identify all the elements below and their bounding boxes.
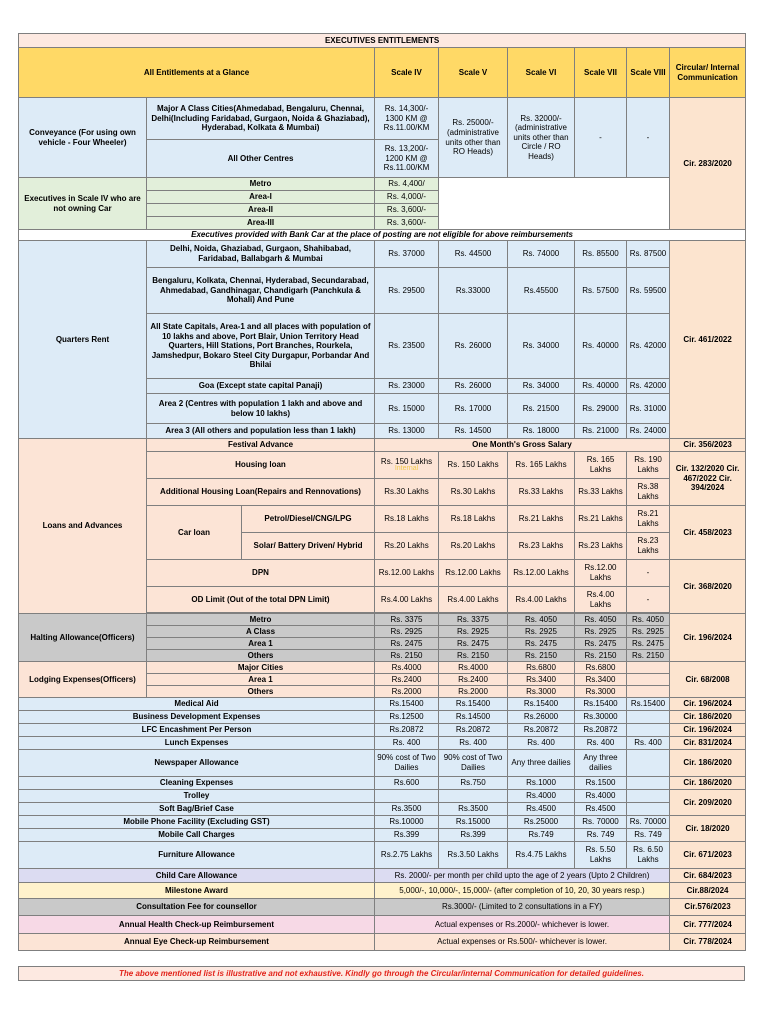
halting-value: Rs. 2925 [508, 626, 575, 638]
misc-value: Rs. 400 [508, 737, 575, 750]
medical-aid-label: Medical Aid [19, 698, 375, 711]
softbag-value: Rs.3500 [439, 803, 508, 816]
quarters-value: Rs. 18000 [508, 424, 575, 439]
misc-value: Rs.15400 [439, 698, 508, 711]
loans-label: Loans and Advances [19, 439, 147, 614]
od-value: Rs.4.00 Lakhs [375, 587, 439, 613]
cleaning-label: Cleaning Expenses [19, 777, 375, 790]
misc-value [627, 711, 670, 724]
quarters-value: Rs. 21500 [508, 394, 575, 424]
mobile-facility-value: Rs. 70000 [575, 816, 627, 829]
quarters-area: All State Capitals, Area-1 and all places with population of 10 lakhs and above, Port Blair, Union Territory Head Quarters, Hill Stations, Port Branches, Rourkela, Jamshedpur, Bokaro Steel City Durgapur, Porbandar And Bhilai [147, 314, 375, 379]
mobile-facility-value: Rs.10000 [375, 816, 439, 829]
cleaning-value: Rs.750 [439, 777, 508, 790]
quarters-value: Rs. 42000 [627, 314, 670, 379]
quarters-value: Rs. 37000 [375, 241, 439, 268]
car-loan-value: Rs.20 Lakhs [375, 533, 439, 560]
car-loan-value: Rs.18 Lakhs [439, 506, 508, 533]
misc-value: Rs. 400 [627, 737, 670, 750]
quarters-value: Rs. 40000 [575, 379, 627, 394]
lodging-value: Rs.6800 [508, 662, 575, 674]
car-loan-value: Rs.20 Lakhs [439, 533, 508, 560]
header-scale-iv: Scale IV [375, 48, 439, 98]
childcare-label: Child Care Allowance [19, 869, 375, 883]
mobile-call-value: Rs. 749 [627, 829, 670, 842]
lfc-circular: Cir. 196/2024 [670, 724, 746, 737]
newspaper-circular: Cir. 186/2020 [670, 750, 746, 777]
nocar-area: Metro [147, 178, 375, 191]
furniture-circular: Cir. 671/2023 [670, 842, 746, 869]
halting-value: Rs. 2150 [439, 650, 508, 662]
housing-value-text: Rs. 150 Lakhs [380, 457, 433, 466]
furniture-value: Rs.4.75 Lakhs [508, 842, 575, 869]
car-loan-value: Rs.23 Lakhs [627, 533, 670, 560]
header-scale-v: Scale V [439, 48, 508, 98]
quarters-label: Quarters Rent [19, 241, 147, 439]
misc-value: Rs.26000 [508, 711, 575, 724]
od-value: Rs.4.00 Lakhs [439, 587, 508, 613]
mobile-call-value: Rs.399 [375, 829, 439, 842]
halting-value: Rs. 2925 [439, 626, 508, 638]
lodging-value: Rs.3000 [508, 686, 575, 698]
cleaning-value: Rs.1000 [508, 777, 575, 790]
housing-value: Rs. 150 Lakhs [439, 452, 508, 479]
header-entitlements: All Entitlements at a Glance [19, 48, 375, 98]
misc-value: Rs. 400 [375, 737, 439, 750]
misc-value: Rs.20872 [508, 724, 575, 737]
halting-circular: Cir. 196/2024 [670, 614, 746, 662]
header-scale-vi: Scale VI [508, 48, 575, 98]
halting-value: Rs. 2150 [375, 650, 439, 662]
halting-value: Rs. 2150 [508, 650, 575, 662]
milestone-label: Milestone Award [19, 883, 375, 899]
softbag-value [627, 803, 670, 816]
halting-label: Halting Allowance(Officers) [19, 614, 147, 662]
mobile-facility-value: Rs.25000 [508, 816, 575, 829]
dpn-circular: Cir. 368/2020 [670, 560, 746, 614]
halting-value: Rs. 3375 [375, 614, 439, 626]
od-value: Rs.4.00 Lakhs [575, 587, 627, 613]
quarters-value: Rs. 87500 [627, 241, 670, 268]
trolley-value [627, 790, 670, 803]
car-loan-value: Rs.23 Lakhs [508, 533, 575, 560]
halting-area: Metro [147, 614, 375, 626]
misc-value: Rs.15400 [575, 698, 627, 711]
misc-value: Rs.14500 [439, 711, 508, 724]
trolley-value [439, 790, 508, 803]
lunch-label: Lunch Expenses [19, 737, 375, 750]
cleaning-value: Rs.600 [375, 777, 439, 790]
quarters-value: Rs. 34000 [508, 379, 575, 394]
halting-value: Rs. 2475 [508, 638, 575, 650]
lodging-value: Rs.4000 [439, 662, 508, 674]
lodging-value: Rs.2000 [439, 686, 508, 698]
header-row [19, 48, 746, 98]
misc-value: Rs.30000 [575, 711, 627, 724]
quarters-value: Rs. 31000 [627, 394, 670, 424]
quarters-value: Rs. 29500 [375, 268, 439, 314]
furniture-value: Rs. 6.50 Lakhs [627, 842, 670, 869]
medical-aid-circular: Cir. 196/2024 [670, 698, 746, 711]
halting-value: Rs. 4050 [508, 614, 575, 626]
trolley-value [375, 790, 439, 803]
page-title: EXECUTIVES ENTITLEMENTS [19, 34, 746, 48]
misc-value: Rs.15400 [375, 698, 439, 711]
footer-note: The above mentioned list is illustrative and not exhaustive. Kindly go through the Circular/internal Communication for detailed guidelines. [18, 966, 745, 981]
quarters-value: Rs. 85500 [575, 241, 627, 268]
quarters-value: Rs. 74000 [508, 241, 575, 268]
mobile-call-value: Rs.749 [508, 829, 575, 842]
misc-row [19, 711, 746, 724]
milestone-circular: Cir.88/2024 [670, 883, 746, 899]
lodging-value: Rs.2400 [375, 674, 439, 686]
cleaning-circular: Cir. 186/2020 [670, 777, 746, 790]
cleaning-row [19, 777, 746, 790]
car-loan-circular: Cir. 458/2023 [670, 506, 746, 560]
nocar-value: Rs. 4,400/ [375, 178, 439, 191]
halting-value: Rs. 2925 [575, 626, 627, 638]
business-dev-circular: Cir. 186/2020 [670, 711, 746, 724]
halting-value: Rs. 2475 [627, 638, 670, 650]
mobile-facility-row [19, 816, 746, 829]
halting-value: Rs. 2475 [375, 638, 439, 650]
lodging-value [627, 662, 670, 674]
mobile-call-value: Rs.399 [439, 829, 508, 842]
car-loan-value: Rs.23 Lakhs [575, 533, 627, 560]
od-value: - [627, 587, 670, 613]
halting-area: Area 1 [147, 638, 375, 650]
car-loan-type: Solar/ Battery Driven/ Hybrid [242, 533, 375, 560]
festival-row [19, 439, 746, 452]
lfc-label: LFC Encashment Per Person [19, 724, 375, 737]
misc-row [19, 737, 746, 750]
quarters-value: Rs. 44500 [439, 241, 508, 268]
quarters-value: Rs. 29000 [575, 394, 627, 424]
softbag-row [19, 803, 746, 816]
mobile-call-row [19, 829, 746, 842]
misc-value: Rs. 400 [575, 737, 627, 750]
lodging-value: Rs.4000 [375, 662, 439, 674]
quarters-value: Rs.45500 [508, 268, 575, 314]
consultation-row [19, 899, 746, 916]
conveyance-other-centres: All Other Centres [147, 140, 375, 178]
mobile-call-label: Mobile Call Charges [19, 829, 375, 842]
conveyance-label: Conveyance (For using own vehicle - Four Wheeler) [19, 98, 147, 178]
dpn-value: Rs.12.00 Lakhs [575, 560, 627, 587]
nocar-value: Rs. 3,600/- [375, 204, 439, 217]
lodging-area: Others [147, 686, 375, 698]
festival-label: Festival Advance [147, 439, 375, 452]
header-scale-viii: Scale VIII [627, 48, 670, 98]
softbag-circular: Cir. 209/2020 [670, 790, 746, 816]
eye-value: Actual expenses or Rs.500/- whichever is lower. [375, 934, 670, 951]
quarters-area: Delhi, Noida, Ghaziabad, Gurgaon, Shahibabad, Faridabad, Ballabgarh & Mumbai [147, 241, 375, 268]
lodging-value [627, 674, 670, 686]
milestone-value: 5,000/-, 10,000/-, 15,000/- (after completion of 10, 20, 30 years resp.) [375, 883, 670, 899]
halting-area: Others [147, 650, 375, 662]
additional-housing-value: Rs.30 Lakhs [439, 479, 508, 506]
consultation-circular: Cir.576/2023 [670, 899, 746, 916]
housing-circular: Cir. 132/2020 Cir. 467/2022 Cir. 394/2024 [670, 452, 746, 506]
lodging-area: Area 1 [147, 674, 375, 686]
misc-value: Rs.20872 [439, 724, 508, 737]
nocar-area: Area-III [147, 217, 375, 230]
consultation-label: Consultation Fee for counsellor [19, 899, 375, 916]
halting-value: Rs. 3375 [439, 614, 508, 626]
additional-housing-label: Additional Housing Loan(Repairs and Rennovations) [147, 479, 375, 506]
quarters-value: Rs. 24000 [627, 424, 670, 439]
misc-row [19, 724, 746, 737]
lodging-circular: Cir. 68/2008 [670, 662, 746, 698]
dpn-value: Rs.12.00 Lakhs [508, 560, 575, 587]
nocar-value: Rs. 4,000/- [375, 191, 439, 204]
conveyance-scale-viii: - [627, 98, 670, 178]
lodging-value: Rs.3000 [575, 686, 627, 698]
additional-housing-value: Rs.33 Lakhs [508, 479, 575, 506]
dpn-value: - [627, 560, 670, 587]
housing-value: Rs. 165 Lakhs [508, 452, 575, 479]
softbag-value: Rs.4500 [508, 803, 575, 816]
lodging-value: Rs.6800 [575, 662, 627, 674]
nocar-value: Rs. 3,600/- [375, 217, 439, 230]
quarters-value: Rs. 57500 [575, 268, 627, 314]
cleaning-value: Rs.1500 [575, 777, 627, 790]
bank-car-note: Executives provided with Bank Car at the place of posting are not eligible for above reimbursements [19, 230, 746, 241]
lodging-label: Lodging Expenses(Officers) [19, 662, 147, 698]
car-loan-value: Rs.18 Lakhs [375, 506, 439, 533]
housing-label: Housing loan [147, 452, 375, 479]
halting-value: Rs. 4050 [627, 614, 670, 626]
lodging-value: Rs.2400 [439, 674, 508, 686]
childcare-row [19, 869, 746, 883]
business-dev-label: Business Development Expenses [19, 711, 375, 724]
mobile-facility-value: Rs.15000 [439, 816, 508, 829]
conveyance-scale-v: Rs. 25000/- (administrative units other than RO Heads) [439, 98, 508, 178]
newspaper-value [627, 750, 670, 777]
halting-value: Rs. 2925 [627, 626, 670, 638]
nocar-blank [439, 178, 670, 230]
eye-circular: Cir. 778/2024 [670, 934, 746, 951]
quarters-area: Area 3 (All others and population less than 1 lakh) [147, 424, 375, 439]
halting-value: Rs. 2150 [575, 650, 627, 662]
quarters-value: Rs. 15000 [375, 394, 439, 424]
entitlements-table [18, 33, 746, 951]
trolley-value: Rs.4000 [508, 790, 575, 803]
halting-value: Rs. 2475 [439, 638, 508, 650]
halting-value: Rs. 4050 [575, 614, 627, 626]
mobile-facility-value: Rs. 70000 [627, 816, 670, 829]
nocar-area: Area-II [147, 204, 375, 217]
softbag-label: Soft Bag/Brief Case [19, 803, 375, 816]
eye-row [19, 934, 746, 951]
conveyance-scale-vi: Rs. 32000/- (administrative units other than Circle / RO Heads) [508, 98, 575, 178]
misc-value: Rs.12500 [375, 711, 439, 724]
conveyance-other-scale-iv: Rs. 13,200/- 1200 KM @ Rs.11.00/KM [375, 140, 439, 178]
mobile-circular: Cir. 18/2020 [670, 816, 746, 842]
nocar-area: Area-I [147, 191, 375, 204]
consultation-value: Rs.3000/- (Limited to 2 consultations in a FY) [375, 899, 670, 916]
halting-value: Rs. 2150 [627, 650, 670, 662]
lodging-value: Rs.3400 [575, 674, 627, 686]
trolley-value: Rs.4000 [575, 790, 627, 803]
halting-value: Rs. 2925 [375, 626, 439, 638]
car-loan-value: Rs.21 Lakhs [575, 506, 627, 533]
quarters-value: Rs. 34000 [508, 314, 575, 379]
misc-value: Rs.20872 [575, 724, 627, 737]
quarters-area: Bengaluru, Kolkata, Chennai, Hyderabad, Secundarabad, Ahmedabad, Gandhinagar, Chandigarh (Panchkula & Mohali) And Pune [147, 268, 375, 314]
halting-area: A Class [147, 626, 375, 638]
mobile-facility-label: Mobile Phone Facility (Excluding GST) [19, 816, 375, 829]
halting-value: Rs. 2475 [575, 638, 627, 650]
newspaper-label: Newspaper Allowance [19, 750, 375, 777]
dpn-value: Rs.12.00 Lakhs [375, 560, 439, 587]
softbag-value: Rs.4500 [575, 803, 627, 816]
lunch-circular: Cir. 831/2024 [670, 737, 746, 750]
eye-label: Annual Eye Check-up Reimbursement [19, 934, 375, 951]
newspaper-row [19, 750, 746, 777]
misc-row [19, 698, 746, 711]
trolley-row [19, 790, 746, 803]
quarters-value: Rs. 14500 [439, 424, 508, 439]
lodging-value [627, 686, 670, 698]
quarters-value: Rs. 42000 [627, 379, 670, 394]
misc-value: Rs.15400 [627, 698, 670, 711]
conveyance-row-major [19, 98, 746, 140]
health-circular: Cir. 777/2024 [670, 916, 746, 934]
newspaper-value: Any three dailies [575, 750, 627, 777]
car-loan-label: Car loan [147, 506, 242, 560]
halting-row [19, 614, 746, 626]
quarters-row [19, 241, 746, 268]
softbag-value: Rs.3500 [375, 803, 439, 816]
health-row [19, 916, 746, 934]
quarters-value: Rs. 17000 [439, 394, 508, 424]
misc-value: Rs.20872 [375, 724, 439, 737]
misc-value: Rs. 400 [439, 737, 508, 750]
car-loan-value: Rs.21 Lakhs [508, 506, 575, 533]
nocar-label: Executives in Scale IV who are not owning Car [19, 178, 147, 230]
bank-car-note-row [19, 230, 746, 241]
od-value: Rs.4.00 Lakhs [508, 587, 575, 613]
lodging-value: Rs.2000 [375, 686, 439, 698]
furniture-label: Furniture Allowance [19, 842, 375, 869]
misc-value [627, 724, 670, 737]
quarters-value: Rs. 26000 [439, 314, 508, 379]
conveyance-scale-vii: - [575, 98, 627, 178]
newspaper-value: 90% cost of Two Dailies [375, 750, 439, 777]
quarters-value: Rs. 13000 [375, 424, 439, 439]
additional-housing-value: Rs.38 Lakhs [627, 479, 670, 506]
conveyance-circular: Cir. 283/2020 [670, 98, 746, 230]
quarters-area: Goa (Except state capital Panaji) [147, 379, 375, 394]
festival-value: One Month's Gross Salary [375, 439, 670, 452]
title-row [19, 34, 746, 48]
newspaper-value: Any three dailies [508, 750, 575, 777]
conveyance-major-scale-iv: Rs. 14,300/- 1300 KM @ Rs.11.00/KM [375, 98, 439, 140]
furniture-value: Rs.2.75 Lakhs [375, 842, 439, 869]
quarters-circular: Cir. 461/2022 [670, 241, 746, 439]
festival-circular: Cir. 356/2023 [670, 439, 746, 452]
cleaning-value [627, 777, 670, 790]
furniture-value: Rs. 5.50 Lakhs [575, 842, 627, 869]
quarters-value: Rs.33000 [439, 268, 508, 314]
housing-value: Rs. 165 Lakhs [575, 452, 627, 479]
housing-value: Rs. 190 Lakhs [627, 452, 670, 479]
car-loan-type: Petrol/Diesel/CNG/LPG [242, 506, 375, 533]
quarters-value: Rs. 23000 [375, 379, 439, 394]
health-label: Annual Health Check-up Reimbursement [19, 916, 375, 934]
childcare-value: Rs. 2000/- per month per child upto the age of 2 years (Upto 2 Children) [375, 869, 670, 883]
lodging-area: Major Cities [147, 662, 375, 674]
dpn-value: Rs.12.00 Lakhs [439, 560, 508, 587]
additional-housing-value: Rs.30 Lakhs [375, 479, 439, 506]
childcare-circular: Cir. 684/2023 [670, 869, 746, 883]
quarters-value: Rs. 40000 [575, 314, 627, 379]
lodging-value: Rs.3400 [508, 674, 575, 686]
quarters-value: Rs. 23500 [375, 314, 439, 379]
header-scale-vii: Scale VII [575, 48, 627, 98]
conveyance-major-cities: Major A Class Cities(Ahmedabad, Bengaluru, Chennai, Delhi(Including Faridabad, Gurgaon, Noida & Ghaziabad), Hyderabad, Kolkata & Mumbai) [147, 98, 375, 140]
header-circular: Circular/ Internal Communication [670, 48, 746, 98]
furniture-value: Rs.3.50 Lakhs [439, 842, 508, 869]
furniture-row [19, 842, 746, 869]
additional-housing-value: Rs.33 Lakhs [575, 479, 627, 506]
internal-watermark: Internal [394, 464, 419, 472]
quarters-value: Rs. 21000 [575, 424, 627, 439]
quarters-area: Area 2 (Centres with population 1 lakh and above and below 10 lakhs) [147, 394, 375, 424]
car-loan-value: Rs.21 Lakhs [627, 506, 670, 533]
quarters-value: Rs. 59500 [627, 268, 670, 314]
od-label: OD Limit (Out of the total DPN Limit) [147, 587, 375, 613]
quarters-value: Rs. 26000 [439, 379, 508, 394]
dpn-label: DPN [147, 560, 375, 587]
newspaper-value: 90% cost of Two Dailies [439, 750, 508, 777]
lodging-row [19, 662, 746, 674]
trolley-label: Trolley [19, 790, 375, 803]
mobile-call-value: Rs. 749 [575, 829, 627, 842]
health-value: Actual expenses or Rs.2000/- whichever is lower. [375, 916, 670, 934]
nocar-row [19, 178, 746, 191]
milestone-row [19, 883, 746, 899]
misc-value: Rs.15400 [508, 698, 575, 711]
housing-value [375, 452, 439, 479]
